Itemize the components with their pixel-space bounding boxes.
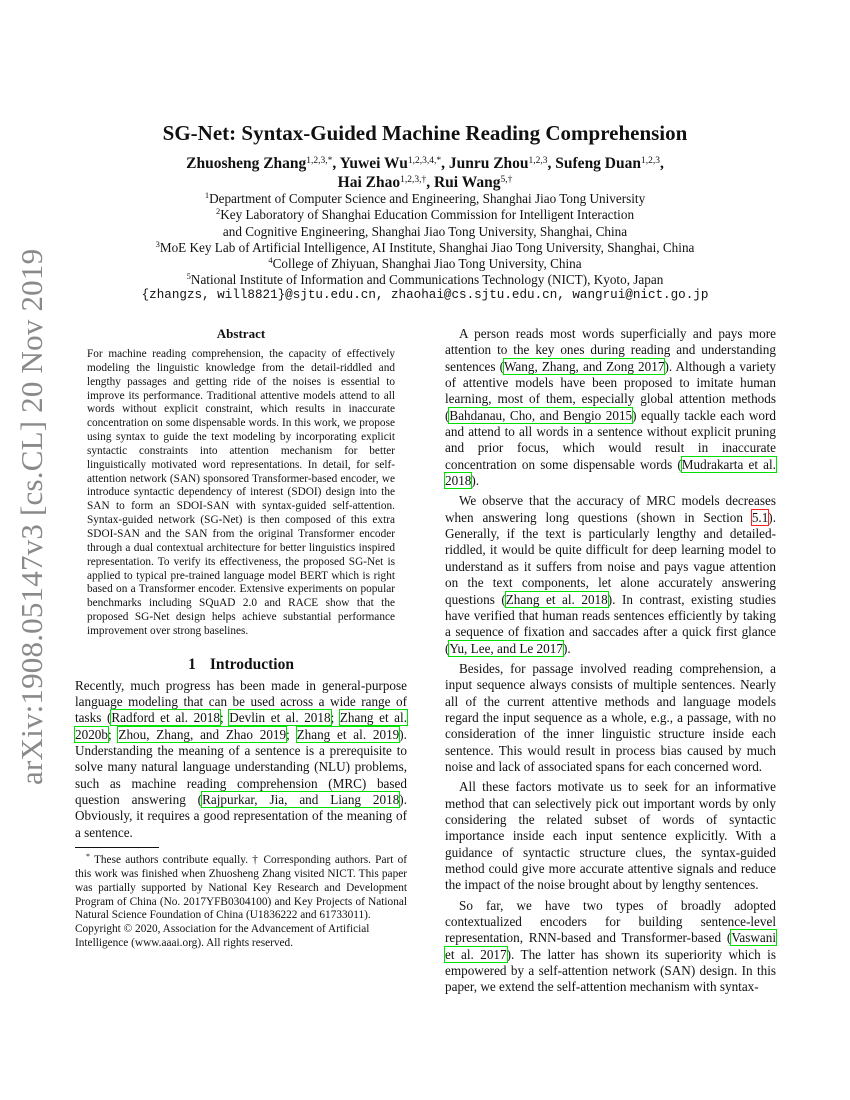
affiliation-line: and Cognitive Engineering, Shanghai Jiao Tong University, Shanghai, China bbox=[222, 223, 628, 239]
author-name: Hai Zhao bbox=[337, 174, 401, 191]
affiliation-line: $^3$MoE Key Lab of Artificial Intelligence, AI Institute, Shanghai Jiao Tong University, Shanghai, China bbox=[155, 238, 695, 255]
footnote: * These authors contribute equally. † Corresponding authors. Part of this work was finished when Zhuosheng Zhang visited NICT. This paper was partially supported by National Key Research and Development Program of China (No. 2017YFB0304100) and Key Projects of National Natural Science Foundation of China (U1836222 and 61733011). bbox=[75, 852, 407, 922]
author-name: Sufeng Duan bbox=[555, 155, 641, 172]
citation-link[interactable]: Zhang et al. 2018 bbox=[505, 591, 608, 607]
paper-title: SG-Net: Syntax-Guided Machine Reading Comprehension bbox=[162, 121, 688, 145]
citation-link[interactable]: Vaswani et al. 2017 bbox=[445, 930, 776, 962]
section-reference-link[interactable]: 5.1 bbox=[751, 509, 769, 525]
citation-link[interactable]: Zhang et al. 2019 bbox=[296, 726, 400, 742]
citation-link[interactable]: Zhou, Zhang, and Zhao 2019 bbox=[118, 726, 287, 742]
footnote-mark: * bbox=[86, 852, 90, 862]
citation-link[interactable]: Radford et al. 2018 bbox=[111, 710, 220, 726]
author-affiliation-marks: 1,2,3 bbox=[528, 156, 548, 166]
author-affiliation-marks: 1,2,3,4,* bbox=[407, 156, 442, 166]
author-list: Zhuosheng Zhang$^{1,2,3,*}$, Yuwei $Wu^{1,2,3,4,*}$, Junru Zhou$^{1,2,3}$, Sufeng Duan$^{1,2,3}$, Hai Zhao$^{1,2,3,\dagger}$, Rui Wang$^{5,\dagger}$ bbox=[186, 155, 664, 191]
footnote-divider bbox=[75, 847, 159, 848]
copyright-notice: Copyright © 2020, Association for the Advancement of Artificial Intelligence (www.aaai.org). All rights reserved. bbox=[75, 923, 370, 949]
citation-link[interactable]: Devlin et al. 2018 bbox=[229, 710, 331, 726]
affiliation-list bbox=[0, 191, 850, 289]
author-affiliation-marks: 1,2,3,† bbox=[400, 175, 427, 185]
body-paragraph: Besides, for passage involved reading comprehension, a input sequence always consists of multiple sentences. Nearly all of the current attentive methods and language models regard the input sequence as a whole, e.g., a passage, with no consideration of the inner linguistic structure inside each sentence. This would result in process bias caused by much noise and lack of associated spans for each concerned word. bbox=[445, 660, 776, 774]
section-heading-introduction bbox=[75, 656, 407, 674]
author-affiliation-marks: 1,2,3,* bbox=[306, 156, 333, 166]
body-paragraph: So far, we have two types of broadly adopted contextualized encoders for building sentence-level representation, RNN-based and Transformer-based (Vaswani et al. 2017). The latter has shown its superiority which is empowered by a self-attention network (SAN) design. In this paper, we extend the self-attention mechanism with syntax- bbox=[445, 897, 776, 995]
affiliation-line: $^1$Department of Computer Science and Engineering, Shanghai Jiao Tong University bbox=[204, 190, 646, 206]
section-title: Introduction bbox=[209, 655, 294, 673]
author-name: Rui Wang bbox=[433, 174, 501, 191]
affiliation-line: $^2$Key Laboratory of Shanghai Education Commission for Intelligent Interaction bbox=[215, 206, 635, 223]
body-paragraph: A person reads most words superficially and pays more attention to the key ones during reading and understanding sentences (Wang, Zhang, and Zong 2017). Although a variety of attentive models have been proposed to imitate human learning, most of them, especially global attention methods (Bahdanau, Cho, and Bengio 2015) equally tackle each word and attend to all words in a sentence without explicit pruning and prior focus, which would result in inaccurate concentration on some dispensable words (Mudrakarta et al. 2018). bbox=[445, 326, 777, 489]
abstract-heading: Abstract bbox=[216, 326, 266, 341]
author-affiliation-marks: 1,2,3 bbox=[641, 156, 660, 166]
author-affiliation-marks: 5,† bbox=[500, 175, 513, 185]
author-name: Junru Zhou bbox=[448, 155, 529, 172]
affiliation-line: $^5$National Institute of Information and Communications Technology (NICT), Kyoto, Japan bbox=[186, 271, 664, 288]
citation-link[interactable]: Yu, Lee, and Le 2017 bbox=[449, 640, 563, 656]
citation-link[interactable]: Mudrakarta et al. 2018 bbox=[445, 456, 776, 489]
intro-paragraph: Recently, much progress has been made in general-purpose language modeling that can be used across a wide range of tasks (Radford et al. 2018; Devlin et al. 2018; Zhang et al. 2020b; Zhou, Zhang, and Zhao 2019; Zhang et al. 2019). Understanding the meaning of a sentence is a prerequisite to solve many natural language understanding (NLU) problems, such as machine reading comprehension (MRC) based question answering (Rajpurkar, Jia, and Liang 2018). Obviously, it requires a good representation of the meaning of a sentence. bbox=[75, 677, 407, 840]
affiliation-line: $^4$College of Zhiyuan, Shanghai Jiao Tong University, China bbox=[268, 255, 582, 272]
abstract-body: For machine reading comprehension, the capacity of effectively modeling the linguistic knowledge from the detail-riddled and lengthy passages and getting ride of the noises is essential to improve its performance. Traditional attentive models attend to all words without explicit constraint, which results in inaccurate concentration on some dispensable words. In this work, we propose using syntax to guide the text modeling by incorporating explicit syntactic constraints into attention mechanism for better linguistically motivated word representations. In detail, for self-attention network (SAN) sponsored Transformer-based encoder, we introduce syntactic dependency of interest (SDOI) design into the SAN to form an SDOI-SAN with syntax-guided self-attention. Syntax-guided network (SG-Net) is then composed of this extra SDOI-SAN and the SAN from the original Transformer encoder through a dual contextual architecture for better linguistics inspired representation. To verify its effectiveness, the proposed SG-Net is applied to typical pre-trained language model BERT which is right based on a Transformer encoder. Extensive experiments on popular benchmarks including SQuAD 2.0 and RACE show that the proposed SG-Net design helps achieve substantial performance improvement over strong baselines. bbox=[87, 348, 395, 637]
citation-link[interactable]: Wang, Zhang, and Zong 2017 bbox=[504, 358, 665, 374]
body-paragraph: All these factors motivate us to seek for an informative method that can selectively pick out important words by only considering the related subset of words of syntactic importance inside each input sentence explicitly. With a guidance of syntactic structure clues, the syntax-guided method could give more accurate attentive signals and reduce the impact of the noise brought about by lengthy sentences. bbox=[445, 779, 776, 893]
arxiv-identifier-text: arXiv:1908.05147v3 [cs.CL] 20 Nov 2019 bbox=[14, 248, 49, 785]
citation-link[interactable]: Zhang et al. 2020b bbox=[75, 710, 407, 742]
citation-link[interactable]: Bahdanau, Cho, and Bengio 2015 bbox=[449, 407, 633, 423]
right-column bbox=[445, 326, 776, 996]
author-emails: {zhangzs, will8821}@sjtu.edu.cn, zhaohai@cs.sjtu.edu.cn, wangrui@nict.go.jp bbox=[141, 288, 709, 302]
author-name: Zhuosheng Zhang bbox=[186, 155, 307, 172]
body-paragraph: We observe that the accuracy of MRC models decreases when answering long questions (shown in Section 5.1). Generally, if the text is particularly lengthy and detailed-riddled, it would be quite difficult for deep learning model to understand as it suffers from noise and pays vague attention on the text components, let alone accurately answering questions (Zhang et al. 2018). In contrast, existing studies have verified that human reads sentences efficiently by taking a sequence of fixation and saccades after a quick first glance (Yu, Lee, and Le 2017). bbox=[445, 493, 776, 656]
citation-link[interactable]: Rajpurkar, Jia, and Liang 2018 bbox=[202, 792, 400, 808]
author-name: Yuwei Wu bbox=[339, 155, 408, 172]
left-column bbox=[75, 326, 407, 951]
section-number: 1 bbox=[188, 655, 196, 673]
